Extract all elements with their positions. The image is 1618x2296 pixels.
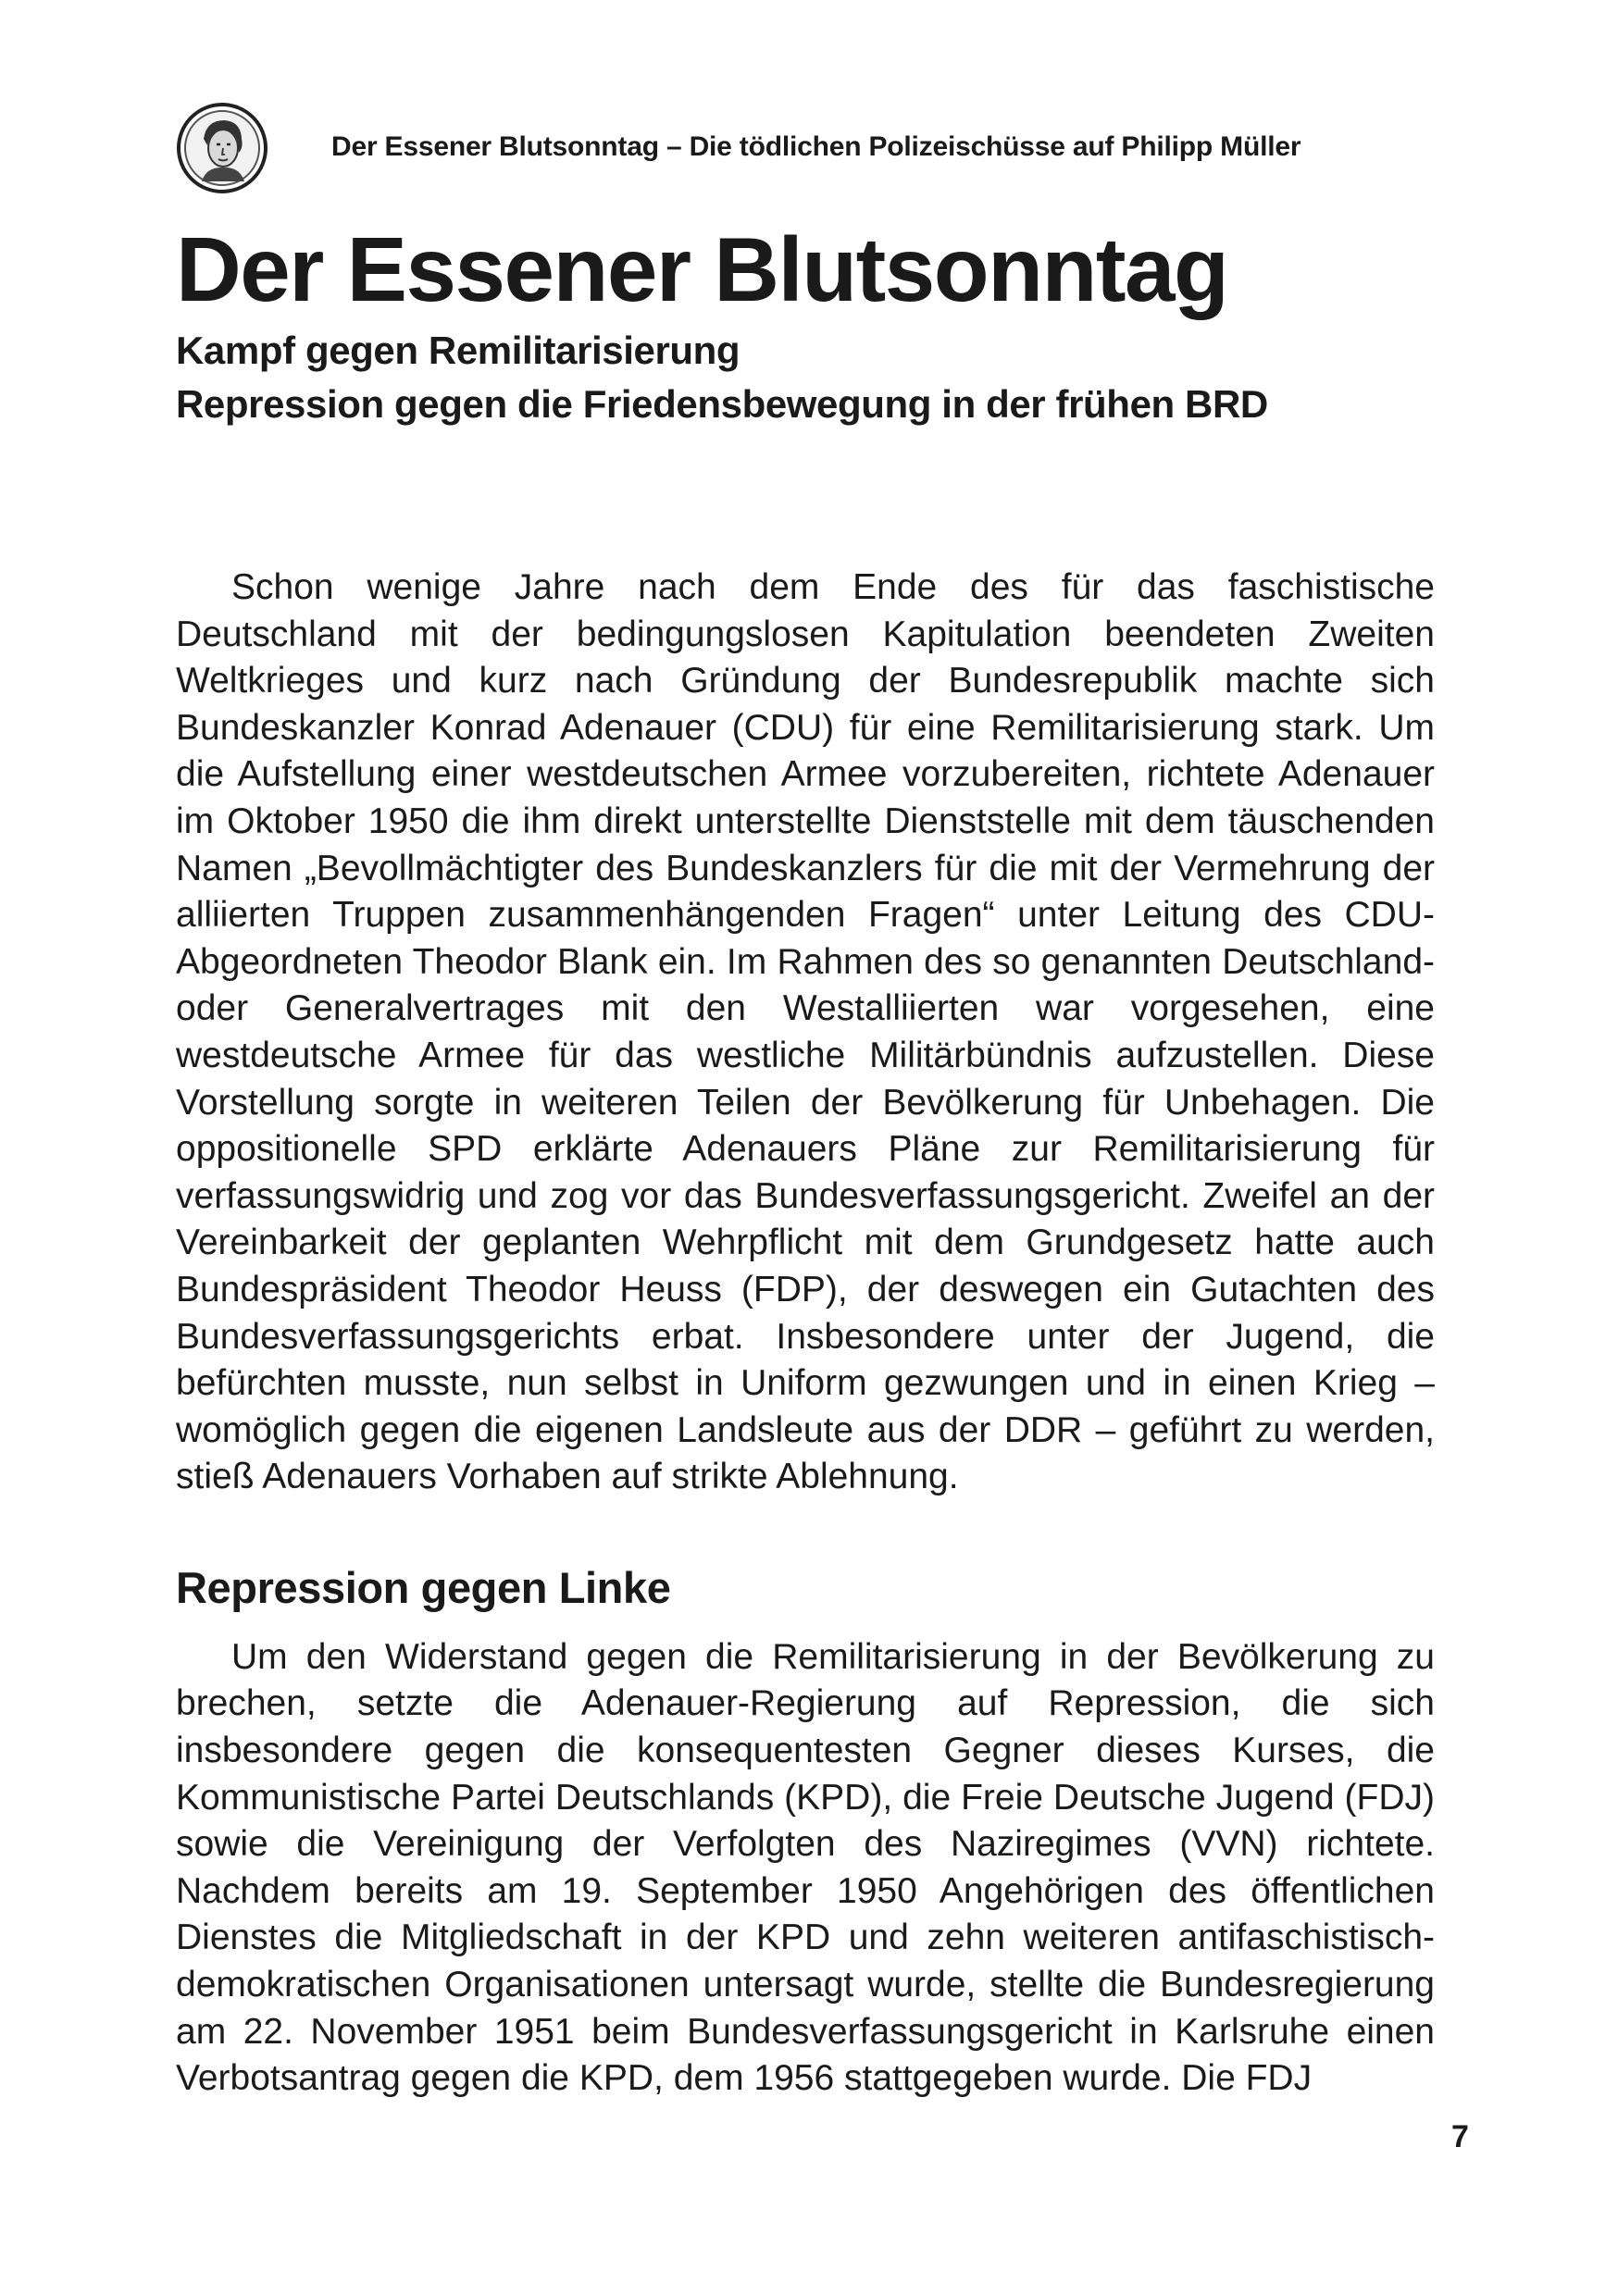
paragraph-intro: Schon wenige Jahre nach dem Ende des für das faschistische Deutschland mit der bedingungslosen Kapitulation beendeten Zweiten Weltkrieges und kurz nach Gründung der Bundesrepublik machte sich Bundeskanzler Konrad Adenauer (CDU) für eine Remilitarisierung stark. Um die Aufstellung einer westdeutschen Armee vorzubereiten, richtete Adenauer im Oktober 1950 die ihm direkt unterstellte Dienststelle mit dem täuschenden Namen „Bevollmächtigter des Bundeskanzlers für die mit der Vermehrung der alliierten Truppen zusammenhängenden Fragen“ unter Leitung des CDU-Abgeordneten Theodor Blank ein. Im Rahmen des so genannten Deutschland- oder Generalvertrages mit den Westalliierten war vorgesehen, eine westdeutsche Armee für das westliche Militärbündnis aufzustellen. Diese Vorstellung sorgte in weiteren Teilen der Bevölkerung für Unbehagen. Die oppositionelle SPD erklärte Adenauers Pläne zur Remilitarisierung für verfassungswidrig und zog vor das Bundesverfassungsgericht. Zweifel an der Vereinbarkeit der geplanten Wehrpflicht mit dem Grundgesetz hatte auch Bundespräsident Theodor Heuss (FDP), der deswegen ein Gutachten des Bundesverfassungsgerichts erbat. Insbesondere unter der Jugend, die befürchten musste, nun selbst in Uniform gezwungen und in einen Krieg – womöglich gegen die eigenen Landsleute aus der DDR – geführt zu werden, stieß Adenauers Vorhaben auf strikte Ablehnung. [176, 567, 1435, 1497]
section-heading-repression: Repression gegen Linke [176, 1562, 671, 1612]
subtitle-line-2: Repression gegen die Friedensbewegung in der frühen BRD [176, 382, 1268, 426]
subtitle-line-1: Kampf gegen Remilitarisierung [176, 329, 741, 372]
page-title: Der Essener Blutsonntag [176, 218, 1228, 320]
running-head: Der Essener Blutsonntag – Die tödlichen Polizeischüsse auf Philipp Müller [331, 131, 1301, 162]
title-block [176, 215, 1472, 431]
page-number: 7 [1451, 2119, 1469, 2154]
page-header [176, 102, 1472, 194]
paragraph-repression: Um den Widerstand gegen die Remilitarisierung in der Bevölkerung zu brechen, setzte die Adenauer-Regierung auf Repression, die sich insbesondere gegen die konsequentesten Gegner dieses Kurses, die Kommunistische Partei Deutschlands (KPD), die Freie Deutsche Jugend (FDJ) sowie die Vereinigung der Verfolgten des Naziregimes (VVN) richtete. Nachdem bereits am 19. September 1950 Angehörigen des öffentlichen Dienstes die Mitgliedschaft in der KPD und zehn weiteren antifaschistisch-demokratischen Organisationen untersagt wurde, stellte die Bundesregierung am 22. November 1951 beim Bundesverfassungsgericht in Karlsruhe einen Verbotsantrag gegen die KPD, dem 1956 stattgegeben wurde. Die FDJ [176, 1636, 1435, 2099]
body-text [176, 565, 1435, 2103]
portrait-medallion-icon [176, 102, 268, 194]
